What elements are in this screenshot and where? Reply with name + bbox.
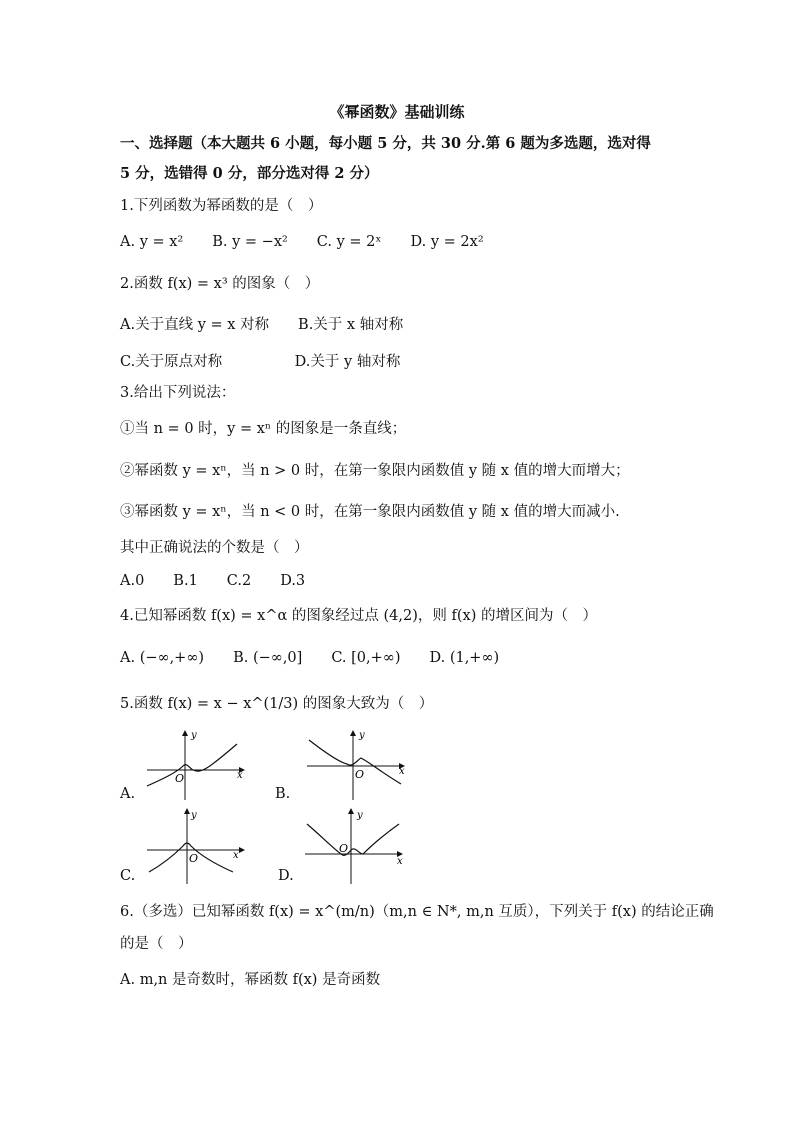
q3-statement-3: ③幂函数 y = xⁿ，当 n < 0 时，在第一象限内函数值 y 随 x 值的增大而减小. [120, 504, 620, 520]
y-axis-arrow [184, 808, 190, 814]
q3-statement-2: ②幂函数 y = xⁿ，当 n > 0 时，在第一象限内函数值 y 随 x 值的增大而增大； [120, 463, 630, 479]
graph-c-label: C. [120, 868, 136, 884]
graph-a [145, 728, 255, 803]
origin-label: O [339, 842, 349, 855]
q1-options: A. y = x² B. y = −x² C. y = 2ˣ D. y = 2x² [120, 234, 484, 250]
y-axis-arrow [350, 730, 356, 736]
graph-b [305, 728, 415, 803]
x-label: x [237, 770, 243, 781]
origin-label: O [175, 772, 185, 785]
x-axis-arrow [239, 847, 245, 853]
q5-stem: 5.函数 f(x) = x − x^(1/3) 的图象大致为（ ） [120, 696, 434, 712]
section-heading-line1: 一、选择题（本大题共 6 小题，每小题 5 分，共 30 分.第 6 题为多选题，选对得 [120, 135, 651, 152]
q3-statement-1: ①当 n = 0 时，y = xⁿ 的图象是一条直线； [120, 421, 407, 437]
q6-stem-line1: 6.（多选）已知幂函数 f(x) = x^(m/n)（m,n ∈ N*, m,n 互质），下列关于 f(x) 的结论正确 [120, 904, 714, 920]
q3-ask: 其中正确说法的个数是（ ） [120, 540, 309, 556]
q3-stem: 3.给出下列说法： [120, 385, 236, 401]
y-label: y [359, 730, 365, 741]
q1-stem: 1.下列函数为幂函数的是（ ） [120, 198, 323, 214]
curve [147, 744, 237, 786]
graph-d-label: D. [278, 868, 294, 884]
y-label: y [191, 810, 197, 821]
q2-options-row1: A.关于直线 y = x 对称 B.关于 x 轴对称 [120, 317, 404, 333]
graph-a-label: A. [120, 786, 136, 802]
q4-options: A. (−∞,+∞) B. (−∞,0] C. [0,+∞) D. (1,+∞) [120, 650, 500, 666]
y-label: y [191, 730, 197, 741]
q2-stem: 2.函数 f(x) = x³ 的图象（ ） [120, 276, 320, 292]
x-label: x [399, 766, 405, 777]
curve [307, 824, 399, 855]
q3-options: A.0 B.1 C.2 D.3 [120, 573, 306, 589]
origin-label: O [189, 852, 199, 865]
x-label: x [397, 856, 403, 867]
q6-option-a: A. m,n 是奇数时，幂函数 f(x) 是奇函数 [120, 972, 381, 988]
document-title: 《幂函数》基础训练 [329, 103, 465, 121]
q2-options-row2: C.关于原点对称 D.关于 y 轴对称 [120, 354, 401, 370]
graph-b-label: B. [275, 786, 291, 802]
x-label: x [233, 850, 239, 861]
origin-label: O [355, 768, 365, 781]
graph-c [145, 806, 255, 886]
y-label: y [357, 810, 363, 821]
q4-stem: 4.已知幂函数 f(x) = x^α 的图象经过点 (4,2)，则 f(x) 的增区间为（ ） [120, 608, 597, 624]
graph-d [303, 806, 413, 886]
y-axis-arrow [348, 808, 354, 814]
y-axis-arrow [182, 730, 188, 736]
q6-stem-line2: 的是（ ） [120, 936, 193, 952]
section-heading-line2: 5 分，选错得 0 分，部分选对得 2 分） [120, 165, 379, 182]
